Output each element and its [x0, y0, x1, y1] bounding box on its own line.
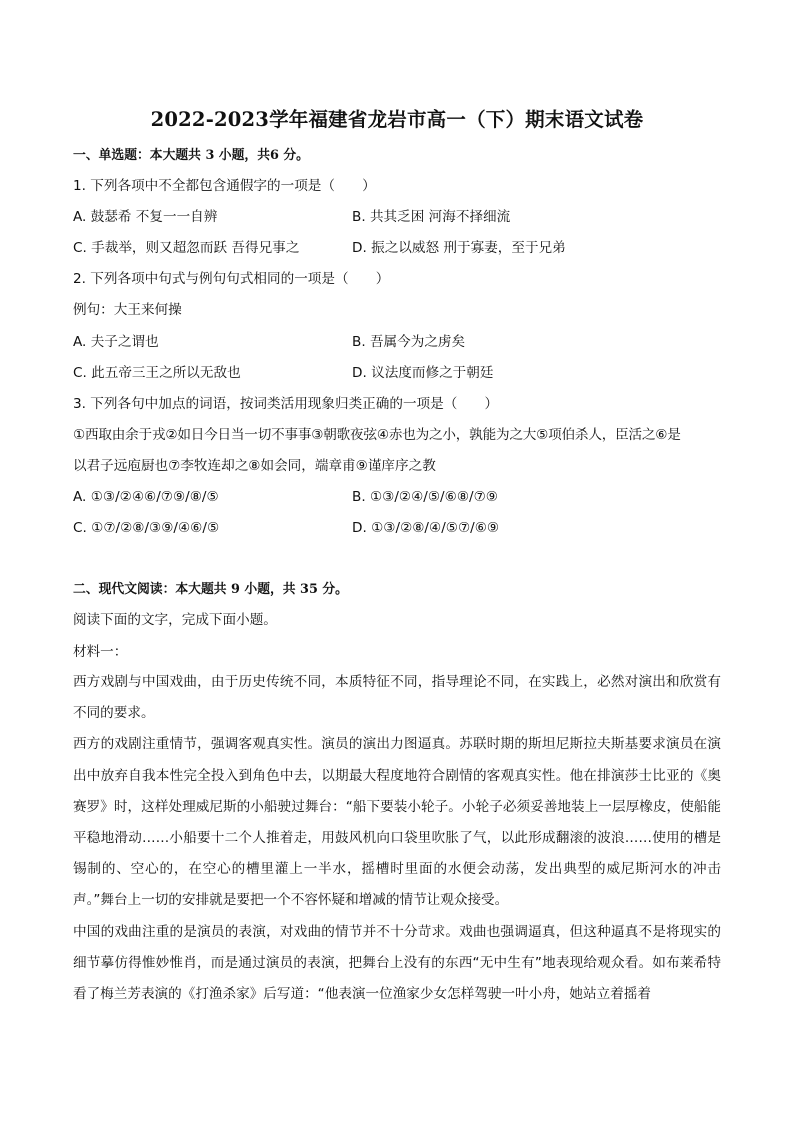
section-1-prefix: 一、单选题：本大题共 — [73, 148, 206, 163]
page-title: 2022-2023学年福建省龙岩市高一（下）期末语文试卷 — [150, 108, 644, 131]
q2-stem: 2. 下列各项中句式与例句句式相同的一项是（ ） — [73, 271, 390, 287]
q1-option-b: B. 共其乏困 河海不择细流 — [352, 209, 511, 225]
q3-option-b: B. ①③/②④/⑤/⑥⑧/⑦⑨ — [352, 489, 498, 505]
reading-passage — [73, 667, 721, 1010]
section-1-count: 3 — [205, 148, 215, 163]
passage-paragraph-3: 中国的戏曲注重的是演员的表演，对戏曲的情节并不十分苛求。戏曲也强调逼真，但这种逼真不是将现实的细节摹仿得惟妙惟肖，而是通过演员的表演，把舞台上没有的东西“无中生有”地表现给观众看。如布莱希特看了梅兰芳表演的《打渔杀家》后写道：“他表演一位渔家少女怎样驾驶一叶小舟，她站立着摇着 — [73, 923, 721, 1003]
q1-stem: 1. 下列各项中不全都包含通假字的一项是（ ） — [73, 178, 376, 194]
reading-intro: 阅读下面的文字，完成下面小题。 — [73, 612, 277, 628]
section-1-heading — [73, 146, 309, 166]
q3-stem: 3. 下列各句中加点的词语，按词类活用现象归类正确的一项是（ ） — [73, 396, 499, 412]
q2-option-d: D. 议法度而修之于朝廷 — [352, 365, 494, 381]
section-2-prefix: 二、现代文阅读：本大题共 — [73, 582, 232, 597]
q2-option-c: C. 此五帝三王之所以无敌也 — [73, 365, 241, 381]
section-1-mid: 小题，共 — [214, 148, 270, 163]
q3-option-a: A. ①③/②④⑥/⑦⑨/⑧/⑤ — [73, 489, 219, 505]
material-label: 材料一： — [73, 644, 128, 660]
q2-option-b: B. 吾属今为之虏矣 — [352, 334, 466, 350]
q3-option-c: C. ①⑦/②⑧/③⑨/④⑥/⑤ — [73, 520, 220, 536]
section-2-score: 35 — [300, 582, 318, 597]
section-2-heading — [73, 580, 348, 600]
passage-paragraph-2: 西方的戏剧注重情节，强调客观真实性。演员的演出力图逼真。苏联时期的斯坦尼斯拉夫斯基要求演员在演出中放弃自我本性完全投入到角色中去，以期最大程度地符合剧情的客观真实性。他在排演莎士比亚的《奥赛罗》时，这样处理威尼斯的小船驶过舞台：“船下要装小轮子。小轮子必须妥善地装上一层厚橡皮，使船能平稳地滑动……小船要十二个人推着走，用鼓风机向口袋里吹胀了气，以此形成翻滚的波浪……使用的槽是锡制的、空心的，在空心的槽里灌上一半水，摇槽时里面的水便会动荡，发出典型的威尼斯河水的冲击声。”舞台上一切的安排就是要把一个不容怀疑和增减的情节让观众接受。 — [73, 736, 721, 909]
section-2-mid: 小题，共 — [239, 582, 301, 597]
passage-paragraph-1: 西方戏剧与中国戏曲，由于历史传统不同，本质特征不同，指导理论不同，在实践上，必然对演出和欣赏有不同的要求。 — [73, 674, 721, 722]
q1-option-c: C. 手裁举，则又超忽而跃 吾得兄事之 — [73, 240, 300, 256]
section-2-count: 9 — [231, 582, 240, 597]
section-1-suffix: 分。 — [278, 148, 309, 163]
q2-example: 例句：大王来何操 — [73, 302, 182, 318]
q3-items-line-1: ①西取由余于戎②如日今日当一切不事事③朝歌夜弦④赤也为之小，孰能为之大⑤项伯杀人，臣活之⑥是 — [73, 427, 681, 443]
q2-option-a: A. 夫子之谓也 — [73, 334, 159, 350]
section-1-score: 6 — [270, 148, 279, 163]
q3-items-line-2: 以君子远庖厨也⑦李牧连却之⑧如会同，端章甫⑨谨庠序之教 — [73, 458, 436, 474]
q1-option-d: D. 振之以威怒 刑于寡妻，至于兄弟 — [352, 240, 566, 256]
section-2-suffix: 分。 — [317, 582, 348, 597]
q1-option-a: A. 鼓瑟希 不复一一自辨 — [73, 209, 218, 225]
q3-option-d: D. ①③/②⑧/④/⑤⑦/⑥⑨ — [352, 520, 500, 536]
